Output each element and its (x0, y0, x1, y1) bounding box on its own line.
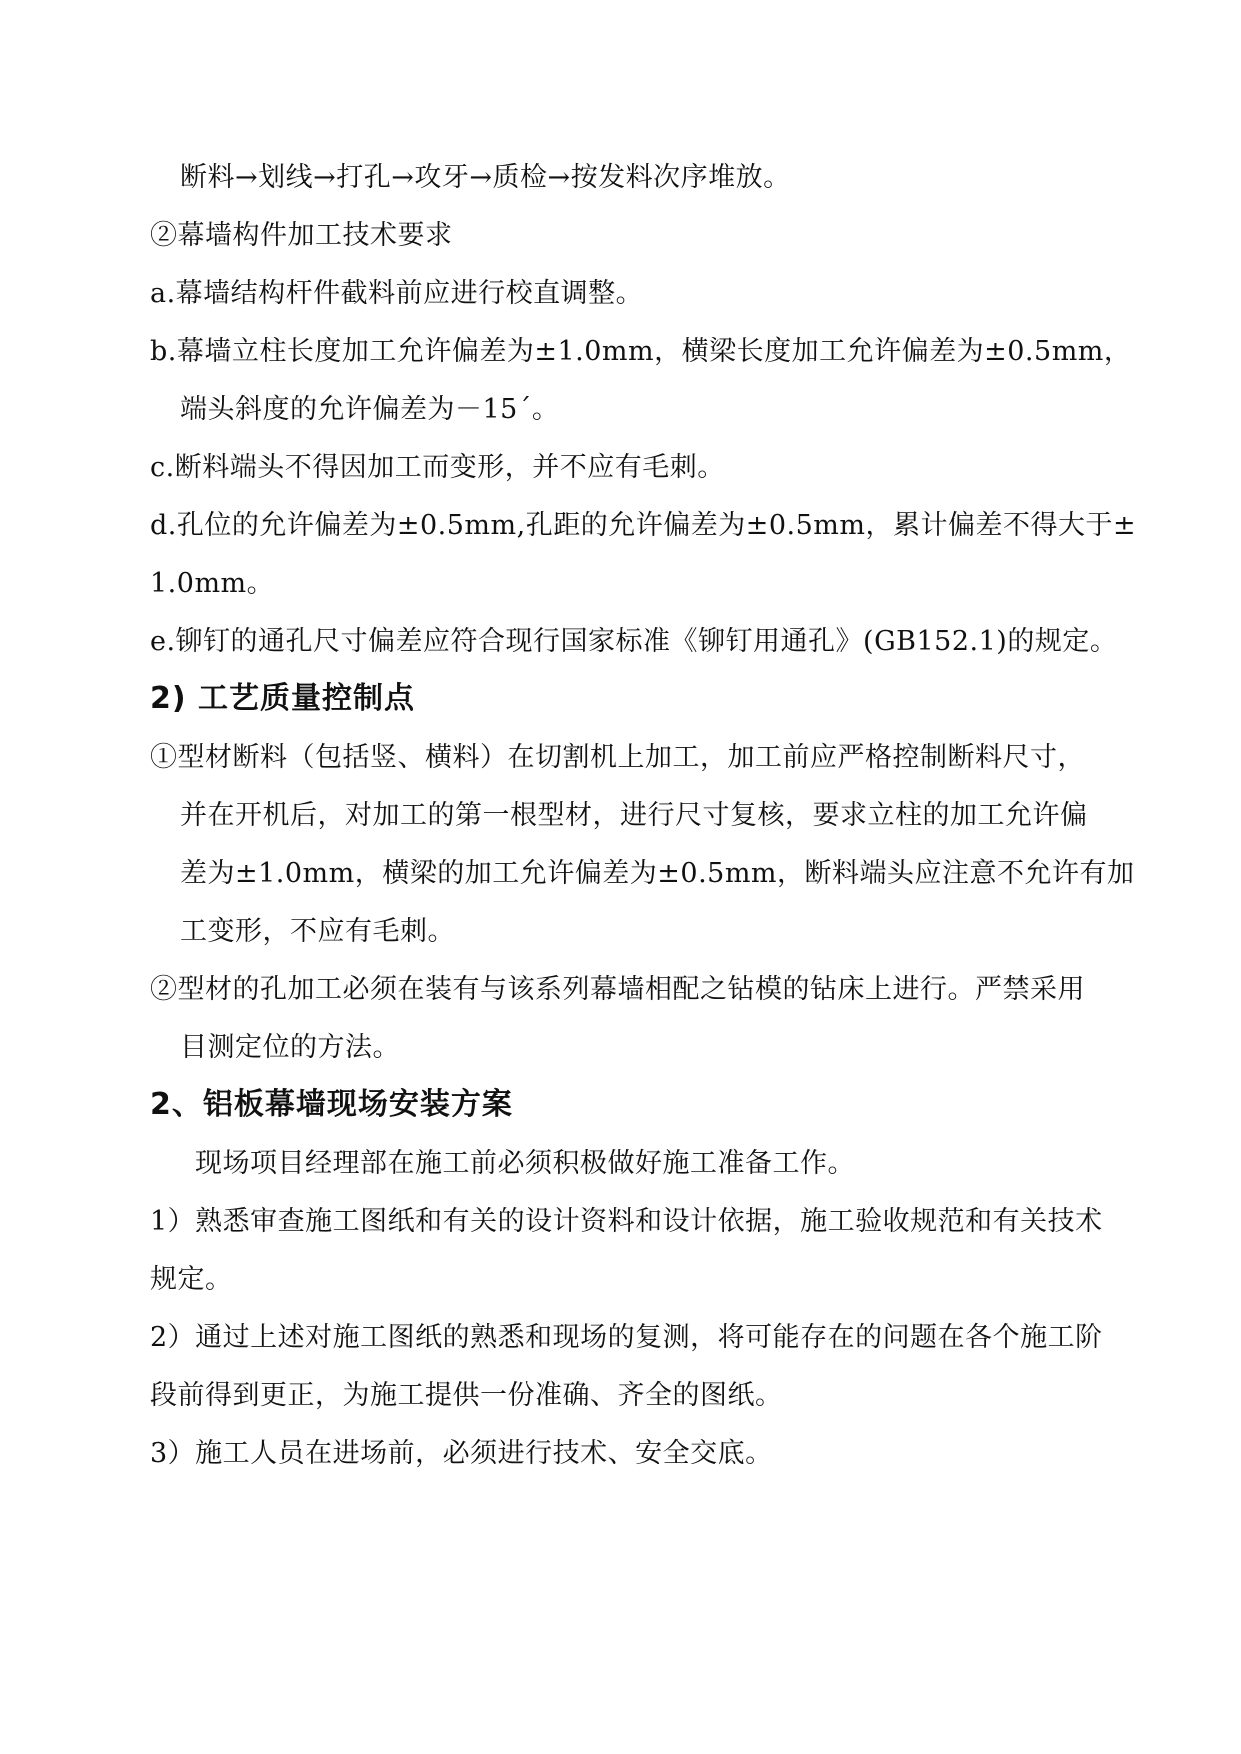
quality-item-1-line-3: 差为±1.0mm，横梁的加工允许偏差为±0.5mm，断料端头应注意不允许有加 (180, 858, 1135, 889)
requirement-d-continued: 1.0mm。 (150, 568, 275, 599)
requirement-e: e.铆钉的通孔尺寸偏差应符合现行国家标准《铆钉用通孔》(GB152.1)的规定。 (150, 626, 1118, 657)
section-subtitle: ②幕墙构件加工技术要求 (150, 220, 453, 251)
requirement-a: a.幕墙结构杆件截料前应进行校直调整。 (150, 278, 644, 309)
quality-item-2-continued: 目测定位的方法。 (180, 1032, 400, 1063)
requirement-b-continued: 端头斜度的允许偏差为－15´。 (180, 394, 560, 425)
quality-item-1-line-4: 工变形，不应有毛刺。 (180, 916, 455, 947)
install-item-1: 1）熟悉审查施工图纸和有关的设计资料和设计依据，施工验收规范和有关技术 (150, 1206, 1103, 1237)
quality-item-2: ②型材的孔加工必须在装有与该系列幕墙相配之钻模的钻床上进行。严禁采用 (150, 974, 1085, 1005)
process-flow-line: 断料→划线→打孔→攻牙→质检→按发料次序堆放。 (180, 162, 791, 193)
intro-paragraph: 现场项目经理部在施工前必须积极做好施工准备工作。 (195, 1148, 855, 1179)
requirement-d: d.孔位的允许偏差为±0.5mm,孔距的允许偏差为±0.5mm，累计偏差不得大于± (150, 510, 1137, 541)
quality-item-1-line-2: 并在开机后，对加工的第一根型材，进行尺寸复核，要求立柱的加工允许偏 (180, 800, 1088, 831)
install-item-2-continued: 段前得到更正，为施工提供一份准确、齐全的图纸。 (150, 1380, 783, 1411)
install-item-3: 3）施工人员在进场前，必须进行技术、安全交底。 (150, 1438, 773, 1469)
quality-item-1: ①型材断料（包括竖、横料）在切割机上加工，加工前应严格控制断料尺寸， (150, 742, 1085, 773)
install-item-2: 2）通过上述对施工图纸的熟悉和现场的复测，将可能存在的问题在各个施工阶 (150, 1322, 1103, 1353)
requirement-c: c.断料端头不得因加工而变形，并不应有毛刺。 (150, 452, 725, 483)
heading-quality-control: 2) 工艺质量控制点 (150, 681, 416, 716)
install-item-1-continued: 规定。 (150, 1264, 233, 1295)
heading-installation-plan: 2、铝板幕墙现场安装方案 (150, 1087, 513, 1122)
requirement-b: b.幕墙立柱长度加工允许偏差为±1.0mm，横梁长度加工允许偏差为±0.5mm， (150, 336, 1132, 367)
